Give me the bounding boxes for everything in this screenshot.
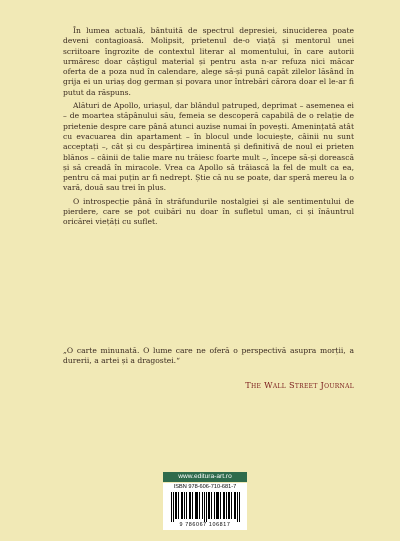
review-quote [63, 346, 354, 367]
description-paragraph-1: În lumea actuală, bântuită de spectrul depresiei, sinuciderea poate deveni contagioasă. Molipsit, prietenul de-o viață și mentorul unei scriitoare îngrozite de contextul literar al momentului, în care autorii urmăresc doar câștigul material și pentru asta n-ar refuza nici măcar oferta de a poza nud în calendare, alege să-și pună capăt zilelor lăsând în grija ei un uriaș dog german și povara unor întrebări cărora doar el le-ar fi putut da răspuns. [63, 26, 354, 97]
review-quote-text: „O carte minunată. O lume care ne oferă o perspectivă asupra morții, a durerii, a artei și a dragostei.“ [63, 346, 354, 366]
isbn-number: ISBN 978-606-710-681-7 [173, 484, 237, 490]
isbn-barcode-block [163, 483, 247, 530]
description-paragraph-2: Alături de Apollo, uriașul, dar blândul patruped, deprimat – asemenea ei – de moartea stăpânului său, femeia se descoperă capabilă de o relație de prietenie despre care până atunci auzise numai în povești. Amenințată atât cu evacuarea din apartament – în blocul unde locuiește, câinii nu sunt acceptați –, cât și cu despărțirea iminentă și definitivă de noul ei prieten blănos – câinii de talie mare nu trăiesc foarte mult –, începe să-și dorească și să creadă în miracole. Vrea ca Apollo să trăiască la fel de mult ca ea, pentru că mai puțin ar fi nedrept. Știe că nu se poate, dar speră mereu la o vară, două sau trei în plus. [63, 101, 354, 193]
barcode-icon [171, 492, 241, 522]
description-paragraph-3: O introspecție până în străfundurile nostalgiei și ale sentimentului de pierdere, care se pot cuibări nu doar în sufletul uman, ci și înăuntrul oricărei viețăți cu suflet. [63, 196, 354, 227]
book-description [63, 26, 354, 231]
barcode-digits: 9 786067 106817 [179, 522, 231, 528]
review-source: The Wall Street Journal [245, 380, 354, 390]
publisher-website: www.editura-art.ro [163, 472, 247, 482]
